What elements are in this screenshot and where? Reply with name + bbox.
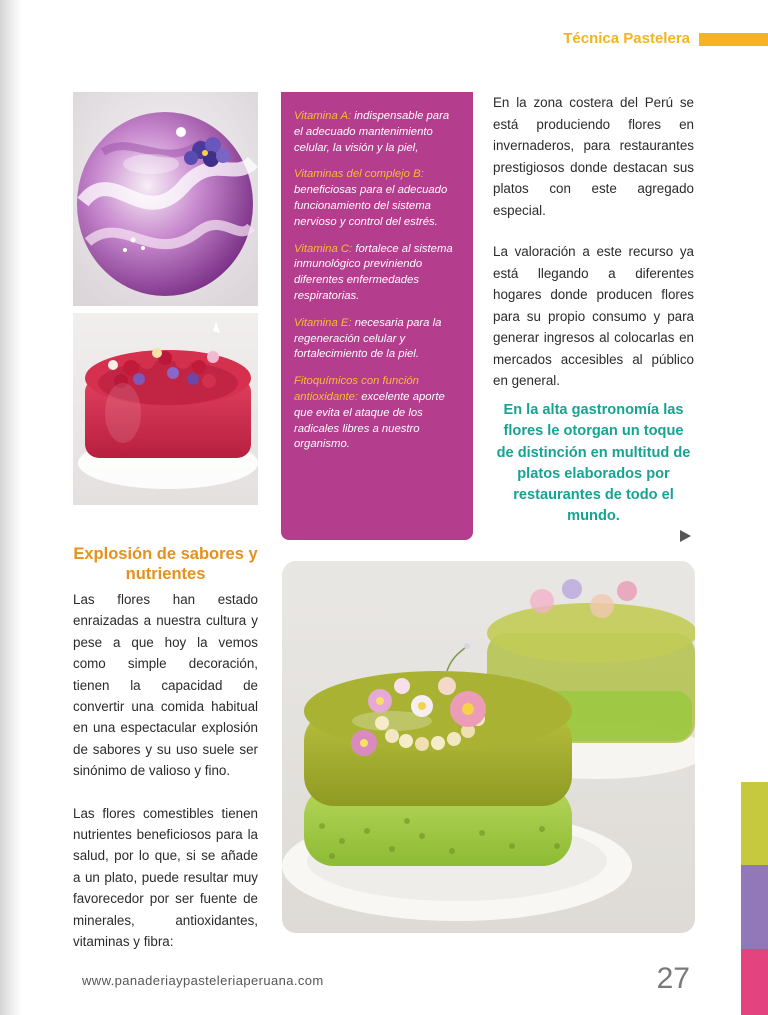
side-color-strip-purple: [741, 865, 768, 949]
vitamin-name: Vitamina E:: [294, 316, 352, 329]
mirror-glaze-cake-photo: [73, 92, 258, 306]
vitamin-item: [294, 316, 461, 363]
side-color-strip-olive: [741, 782, 768, 865]
body-paragraph: La valoración a este recurso ya está llegando a diferentes hogares donde producen flores para su propio consumo y para generar ingresos al colocarlas en mercados accesibles al público en general.: [493, 244, 694, 388]
right-column-text: [493, 92, 694, 412]
vitamin-description: fortalece al sistema inmunológico previniendo diferentes enfermedades respiratorias.: [294, 242, 453, 302]
pull-quote: En la alta gastronomía las flores le otorgan un toque de distinción en multitud de platos elaborados por restaurantes de todo el mundo.: [496, 402, 691, 525]
body-paragraph: Las flores han estado enraizadas a nuestra cultura y pese a que hoy la vemos como simple decoración, tienen la capacidad de convertir una comida habitual en una espectacular explosión de sabores y su uso suele ser sinónimo de valioso y fino.: [73, 592, 258, 779]
vitamin-description: indispensable para el adecuado mantenimiento celular, la visión y la piel,: [294, 110, 450, 154]
page-binding-shadow: [0, 0, 22, 1015]
vitamin-name: Vitamina C:: [294, 242, 353, 255]
body-paragraph: En la zona costera del Perú se está produciendo flores en invernaderos, para restaurantes prestigiosos donde destacan sus platos con este agregado especial.: [493, 95, 694, 218]
vitamin-description: necesaria para la regeneración celular y fortalecimiento de la piel.: [294, 316, 442, 361]
vitamin-name: Vitamina A:: [294, 110, 352, 122]
vitamin-name: Fitoquímicos con función antioxidante:: [294, 375, 419, 403]
vitamin-description: beneficiosas para el adecuado funcionamiento del sistema nervioso y control del estrés.: [294, 184, 448, 228]
red-berry-cake-photo: [73, 313, 258, 505]
vitamins-box: [281, 92, 473, 540]
vitamin-item: [294, 109, 461, 156]
vitamin-item: [294, 374, 461, 453]
section-accent-bar: [699, 33, 768, 46]
vitamin-item: [294, 167, 461, 230]
page-number: 27: [656, 962, 690, 995]
body-paragraph: Las flores comestibles tienen nutrientes beneficiosos para la salud, por lo que, si se añade a un plato, puede resultar muy favorecedor por ser fuente de minerales, antioxidantes, vitaminas y fibra:: [73, 805, 258, 950]
left-column-text: [73, 589, 258, 974]
vitamin-item: [294, 242, 461, 305]
side-color-strip-pink: [741, 949, 768, 1015]
vitamin-name: Vitaminas del complejo B:: [294, 168, 424, 181]
footer-website-url: www.panaderiaypasteleriaperuana.com: [82, 973, 324, 988]
vitamin-description: excelente aporte que evita el ataque de los radicales libres a nuestro organismo.: [294, 390, 445, 451]
pistachio-cake-photo: [282, 561, 695, 933]
next-arrow-icon: [680, 530, 691, 542]
section-heading: Explosión de sabores y nutrientes: [73, 545, 258, 583]
section-label: Técnica Pastelera: [563, 30, 690, 47]
